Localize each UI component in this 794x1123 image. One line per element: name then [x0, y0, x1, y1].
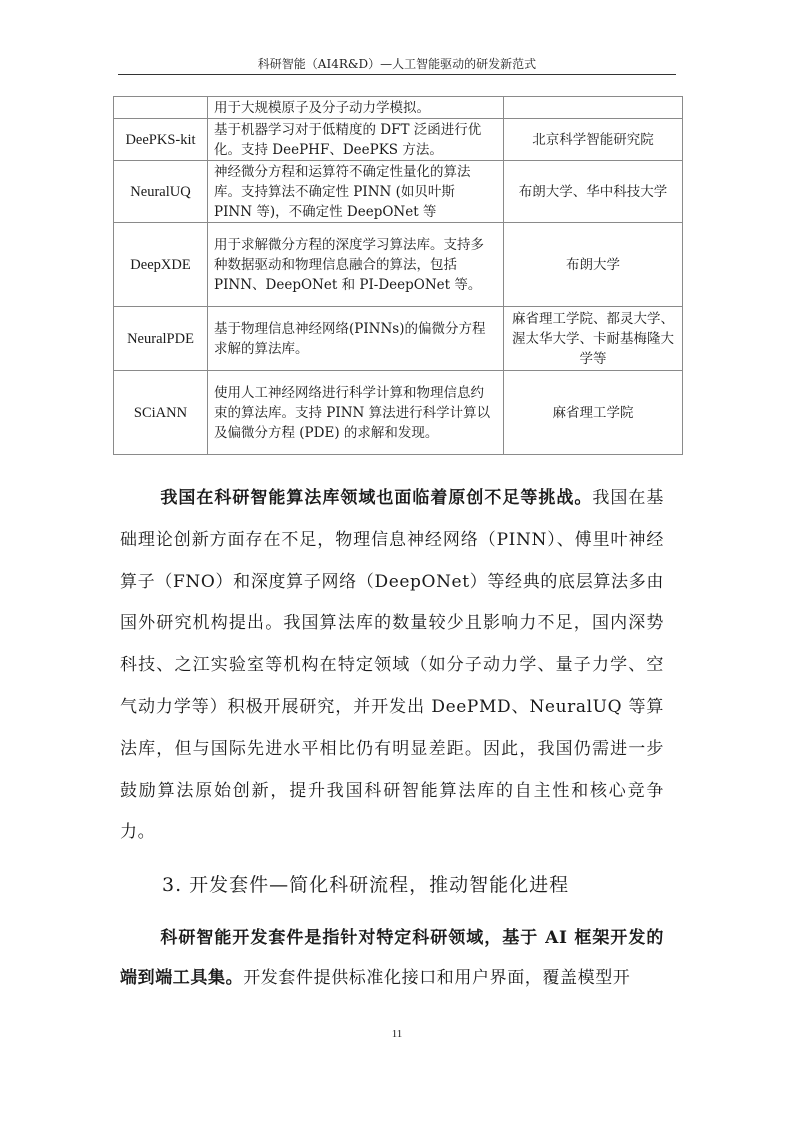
library-name-cell: SCiANN: [114, 371, 208, 455]
paragraph-body-text: 开发套件提供标准化接口和用户界面，覆盖模型开: [243, 968, 631, 988]
library-desc-cell: 基于机器学习对于低精度的 DFT 泛函进行优化。支持 DeePHF、DeePKS 方法。: [208, 119, 504, 161]
body-paragraph: [120, 478, 664, 854]
library-desc-cell: 使用人工神经网络进行科学计算和物理信息约束的算法库。支持 PINN 算法进行科学计算以及偏微分方程 (PDE) 的求解和发现。: [208, 371, 504, 455]
table-row: [114, 161, 683, 223]
body-paragraph: [120, 918, 664, 998]
library-name-cell: DeepXDE: [114, 223, 208, 307]
library-name-cell: NeuralUQ: [114, 161, 208, 223]
running-header: 科研智能（AI4R&D）—人工智能驱动的研发新范式: [257, 57, 537, 71]
library-name-cell: [114, 97, 208, 119]
table-row: [114, 371, 683, 455]
library-desc-cell: 基于物理信息神经网络(PINNs)的偏微分方程求解的算法库。: [208, 307, 504, 371]
paragraph-body-text: 我国在基础理论创新方面存在不足，物理信息神经网络（PINN）、傅里叶神经算子（FNO）和深度算子网络（DeepONet）等经典的底层算法多由国外研究机构提出。我国算法库的数量较少且影响力不足，国内深势科技、之江实验室等机构在特定领域（如分子动力学、量子力学、空气动力学等）积极开展研究，并开发出 DeePMD、NeuralUQ 等算法库，但与国际先进水平相比仍有明显差距。因此，我国仍需进一步鼓励算法原始创新，提升我国科研智能算法库的自主性和核心竞争力。: [120, 488, 664, 843]
library-org-cell: 北京科学智能研究院: [504, 119, 683, 161]
library-org-cell: 布朗大学、华中科技大学: [504, 161, 683, 223]
table-row: [114, 119, 683, 161]
paragraph-lead-sentence: 科研智能开发套件是指针对特定科研领域，基于 AI 框架开发的端到端工具集。: [120, 928, 664, 988]
table-row: [114, 307, 683, 371]
header-divider: [118, 74, 676, 75]
page-number: 11: [391, 1028, 403, 1040]
library-org-cell: 布朗大学: [504, 223, 683, 307]
library-desc-cell: 用于大规模原子及分子动力学模拟。: [208, 97, 504, 119]
algorithm-library-table: [113, 96, 683, 455]
section-heading: 3. 开发套件—简化科研流程，推动智能化进程: [162, 874, 570, 896]
table-row: [114, 97, 683, 119]
library-desc-cell: 用于求解微分方程的深度学习算法库。支持多种数据驱动和物理信息融合的算法，包括 PINN、DeepONet 和 PI-DeepONet 等。: [208, 223, 504, 307]
library-org-cell: 麻省理工学院: [504, 371, 683, 455]
table-row: [114, 223, 683, 307]
library-name-cell: DeePKS-kit: [114, 119, 208, 161]
library-org-cell: [504, 97, 683, 119]
library-name-cell: NeuralPDE: [114, 307, 208, 371]
paragraph-lead-sentence: 我国在科研智能算法库领域也面临着原创不足等挑战。: [160, 488, 593, 508]
library-desc-cell: 神经微分方程和运算符不确定性量化的算法库。支持算法不确定性 PINN (如贝叶斯 PINN 等)，不确定性 DeepONet 等: [208, 161, 504, 223]
library-org-cell: 麻省理工学院、都灵大学、渥太华大学、卡耐基梅隆大学等: [504, 307, 683, 371]
